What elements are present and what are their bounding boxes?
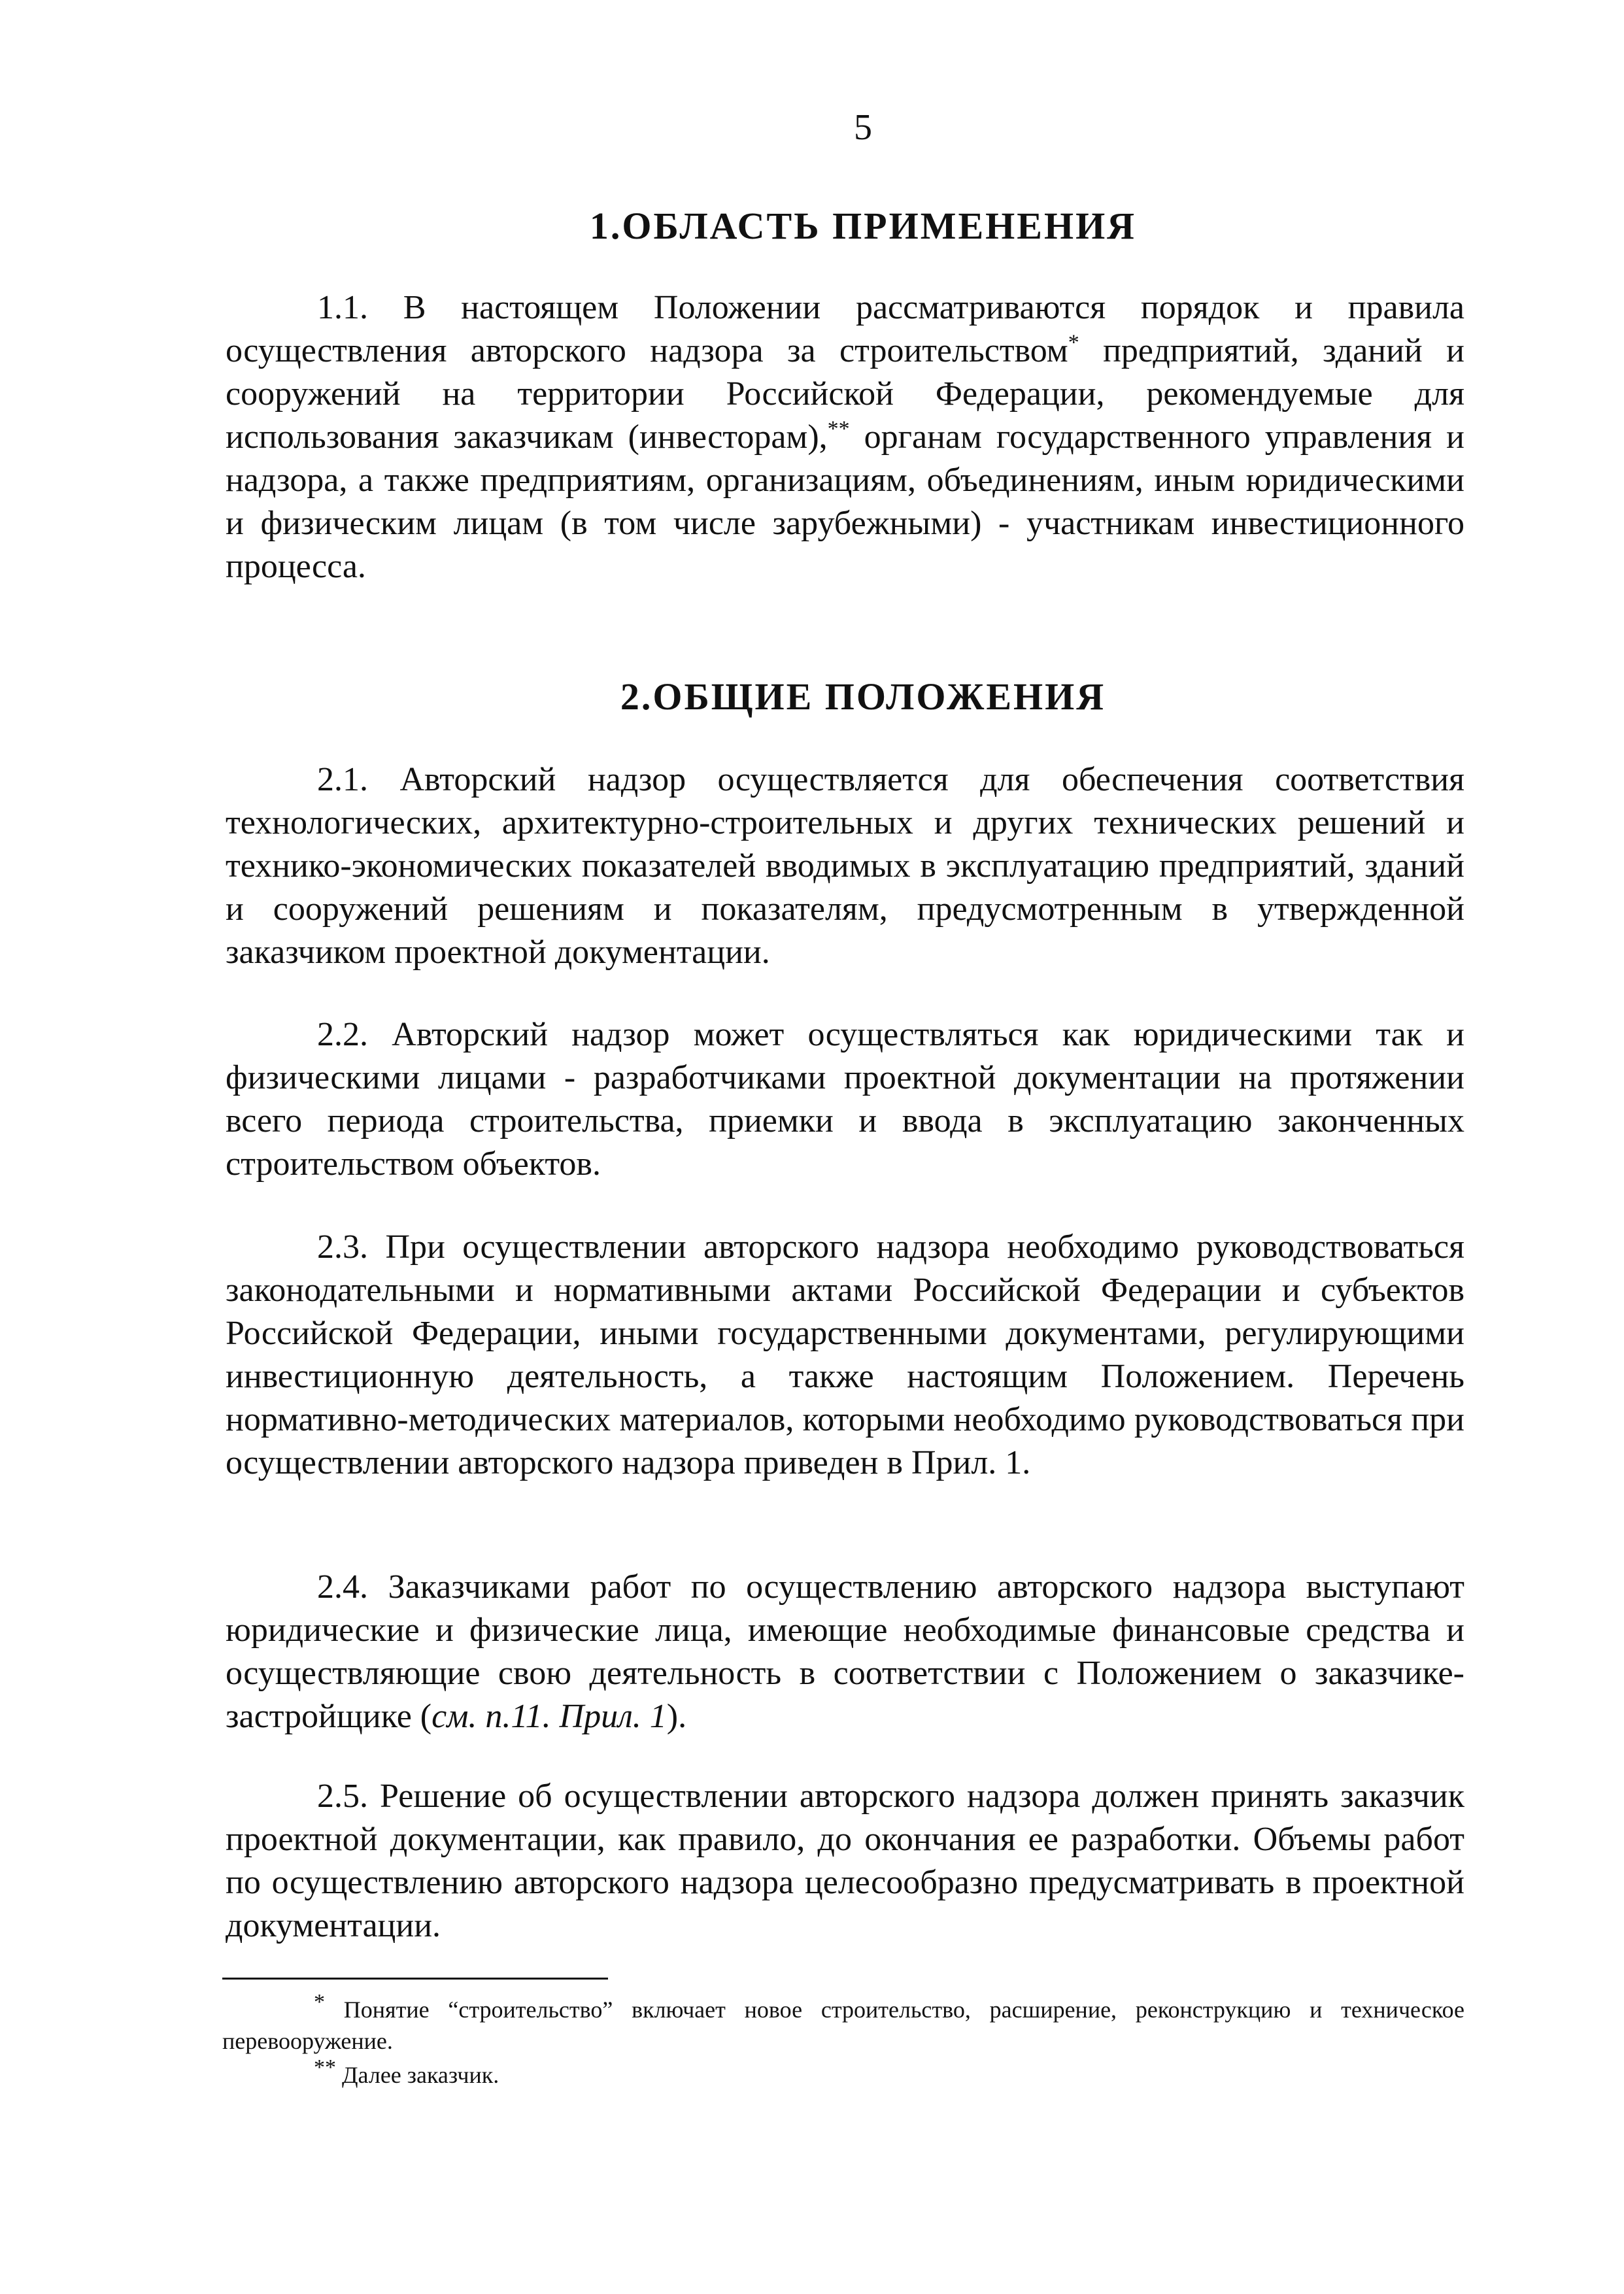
footnote-2-mark: ** — [314, 2055, 336, 2080]
footnote-ref-1: * — [1068, 330, 1079, 355]
paragraph-2-4 — [226, 1566, 1464, 1738]
footnote-ref-2: ** — [827, 416, 850, 441]
section-1-heading: 1.ОБЛАСТЬ ПРИМЕНЕНИЯ — [589, 205, 1137, 247]
paragraph-2-1: 2.1. Авторский надзор осуществляется для обеспечения соответствия технологических, архитектурно-строительных и других технических решений и технико-экономических показателей вводимых в эксплуатацию предприятий, зданий и сооружений решениям и показателям, предусмотренным в утвержденной заказчиком проектной документации. — [226, 761, 1464, 971]
page-number: 5 — [854, 107, 872, 148]
footnote-2-text: Далее заказчик. — [336, 2062, 499, 2088]
footnote-2 — [222, 2055, 1464, 2091]
footnote-1-text: Понятие “строительство” включает новое строительство, расширение, реконструкцию и техническое перевооружение. — [222, 1997, 1464, 2054]
paragraph-1-1 — [226, 286, 1464, 588]
paragraph-2-4-text: 2.4. Заказчиками работ по осуществлению авторского надзора выступают юридические и физические лица, имеющие необходимые финансовые средства и осуществляющие свою деятельность в соответствии с Положением о заказчике-застройщике ( — [226, 1568, 1464, 1735]
paragraph-1-1-part2: предприятий, зданий и сооружений на территории Российской Федерации, рекомендуемые для использования заказчикам (инвесторам), — [226, 332, 1464, 456]
paragraph-2-4-end: ). — [666, 1698, 687, 1735]
paragraph-2-3: 2.3. При осуществлении авторского надзора необходимо руководствоваться законодательными и нормативными актами Российской Федерации и субъектов Российской Федерации, иными государственными документами, регулирующими инвестиционную деятельность, а также настоящим Положением. Перечень нормативно-методических материалов, которыми необходимо руководствоваться при осуществлении авторского надзора приведен в Прил. 1. — [226, 1228, 1464, 1481]
paragraph-2-5: 2.5. Решение об осуществлении авторского надзора должен принять заказчик проектной документации, как правило, до окончания ее разработки. Объемы работ по осуществлению авторского надзора целесообразно предусматривать в проектной документации. — [226, 1778, 1464, 1944]
footnote-1 — [222, 1990, 1464, 2057]
footnote-divider — [222, 1978, 608, 1980]
footnote-1-mark: * — [314, 1990, 325, 2014]
section-2-heading: 2.ОБЩИЕ ПОЛОЖЕНИЯ — [620, 675, 1106, 718]
paragraph-2-2: 2.2. Авторский надзор может осуществляться как юридическими так и физическими лицами - разработчиками проектной документации на протяжении всего периода строительства, приемки и ввода в эксплуатацию законченных строительством объектов. — [226, 1016, 1464, 1183]
paragraph-1-1-part1: 1.1. В настоящем Положении рассматриваются порядок и правила осуществления авторского надзора за строительством — [226, 289, 1464, 369]
appendix-reference: см. п.11. Прил. 1 — [431, 1698, 667, 1735]
paragraph-1-1-part3: органам государственного управления и надзора, а также предприятиям, организациям, объединениям, иным юридическими и физическим лицам (в том числе зарубежными) - участникам инвестиционного процесса. — [226, 418, 1464, 585]
